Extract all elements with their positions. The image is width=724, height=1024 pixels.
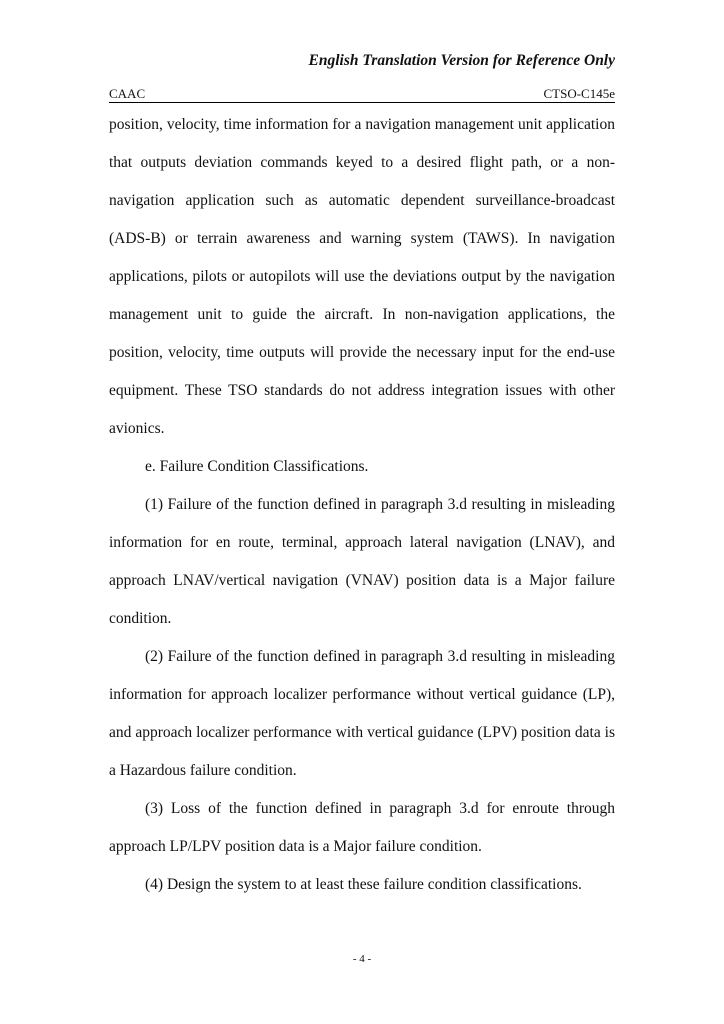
- translation-banner: English Translation Version for Reference Only: [308, 52, 615, 69]
- section-heading-failure-conditions: e. Failure Condition Classifications.: [145, 458, 369, 475]
- paragraph-item-1: (1) Failure of the function defined in paragraph 3.d resulting in misleading information for en route, terminal, approach lateral navigation (LNAV), and approach LNAV/vertical navigation (VNAV) position data is a Major failure condition.: [109, 496, 615, 627]
- header-agency: CAAC: [109, 86, 146, 101]
- page-body: [109, 106, 615, 904]
- paragraph-item-2: (2) Failure of the function defined in paragraph 3.d resulting in misleading information for approach localizer performance without vertical guidance (LP), and approach localizer performance with vertical guidance (LPV) position data is a Hazardous failure condition.: [109, 648, 615, 779]
- paragraph-item-4: (4) Design the system to at least these failure condition classifications.: [145, 876, 582, 893]
- page-number: - 4 -: [352, 953, 372, 965]
- paragraph-item-3: (3) Loss of the function defined in paragraph 3.d for enroute through approach LP/LPV position data is a Major failure condition.: [109, 800, 615, 855]
- header-document-id: CTSO-C145e: [543, 86, 615, 101]
- running-header: [109, 86, 615, 103]
- paragraph-continuation: position, velocity, time information for a navigation management unit application that outputs deviation commands keyed to a desired flight path, or a non-navigation application such as automatic dependent surveillance-broadcast (ADS-B) or terrain awareness and warning system (TAWS). In navigation applications, pilots or autopilots will use the deviations output by the navigation management unit to guide the aircraft. In non-navigation applications, the position, velocity, time outputs will provide the necessary input for the end-use equipment. These TSO standards do not address integration issues with other avionics.: [109, 116, 615, 437]
